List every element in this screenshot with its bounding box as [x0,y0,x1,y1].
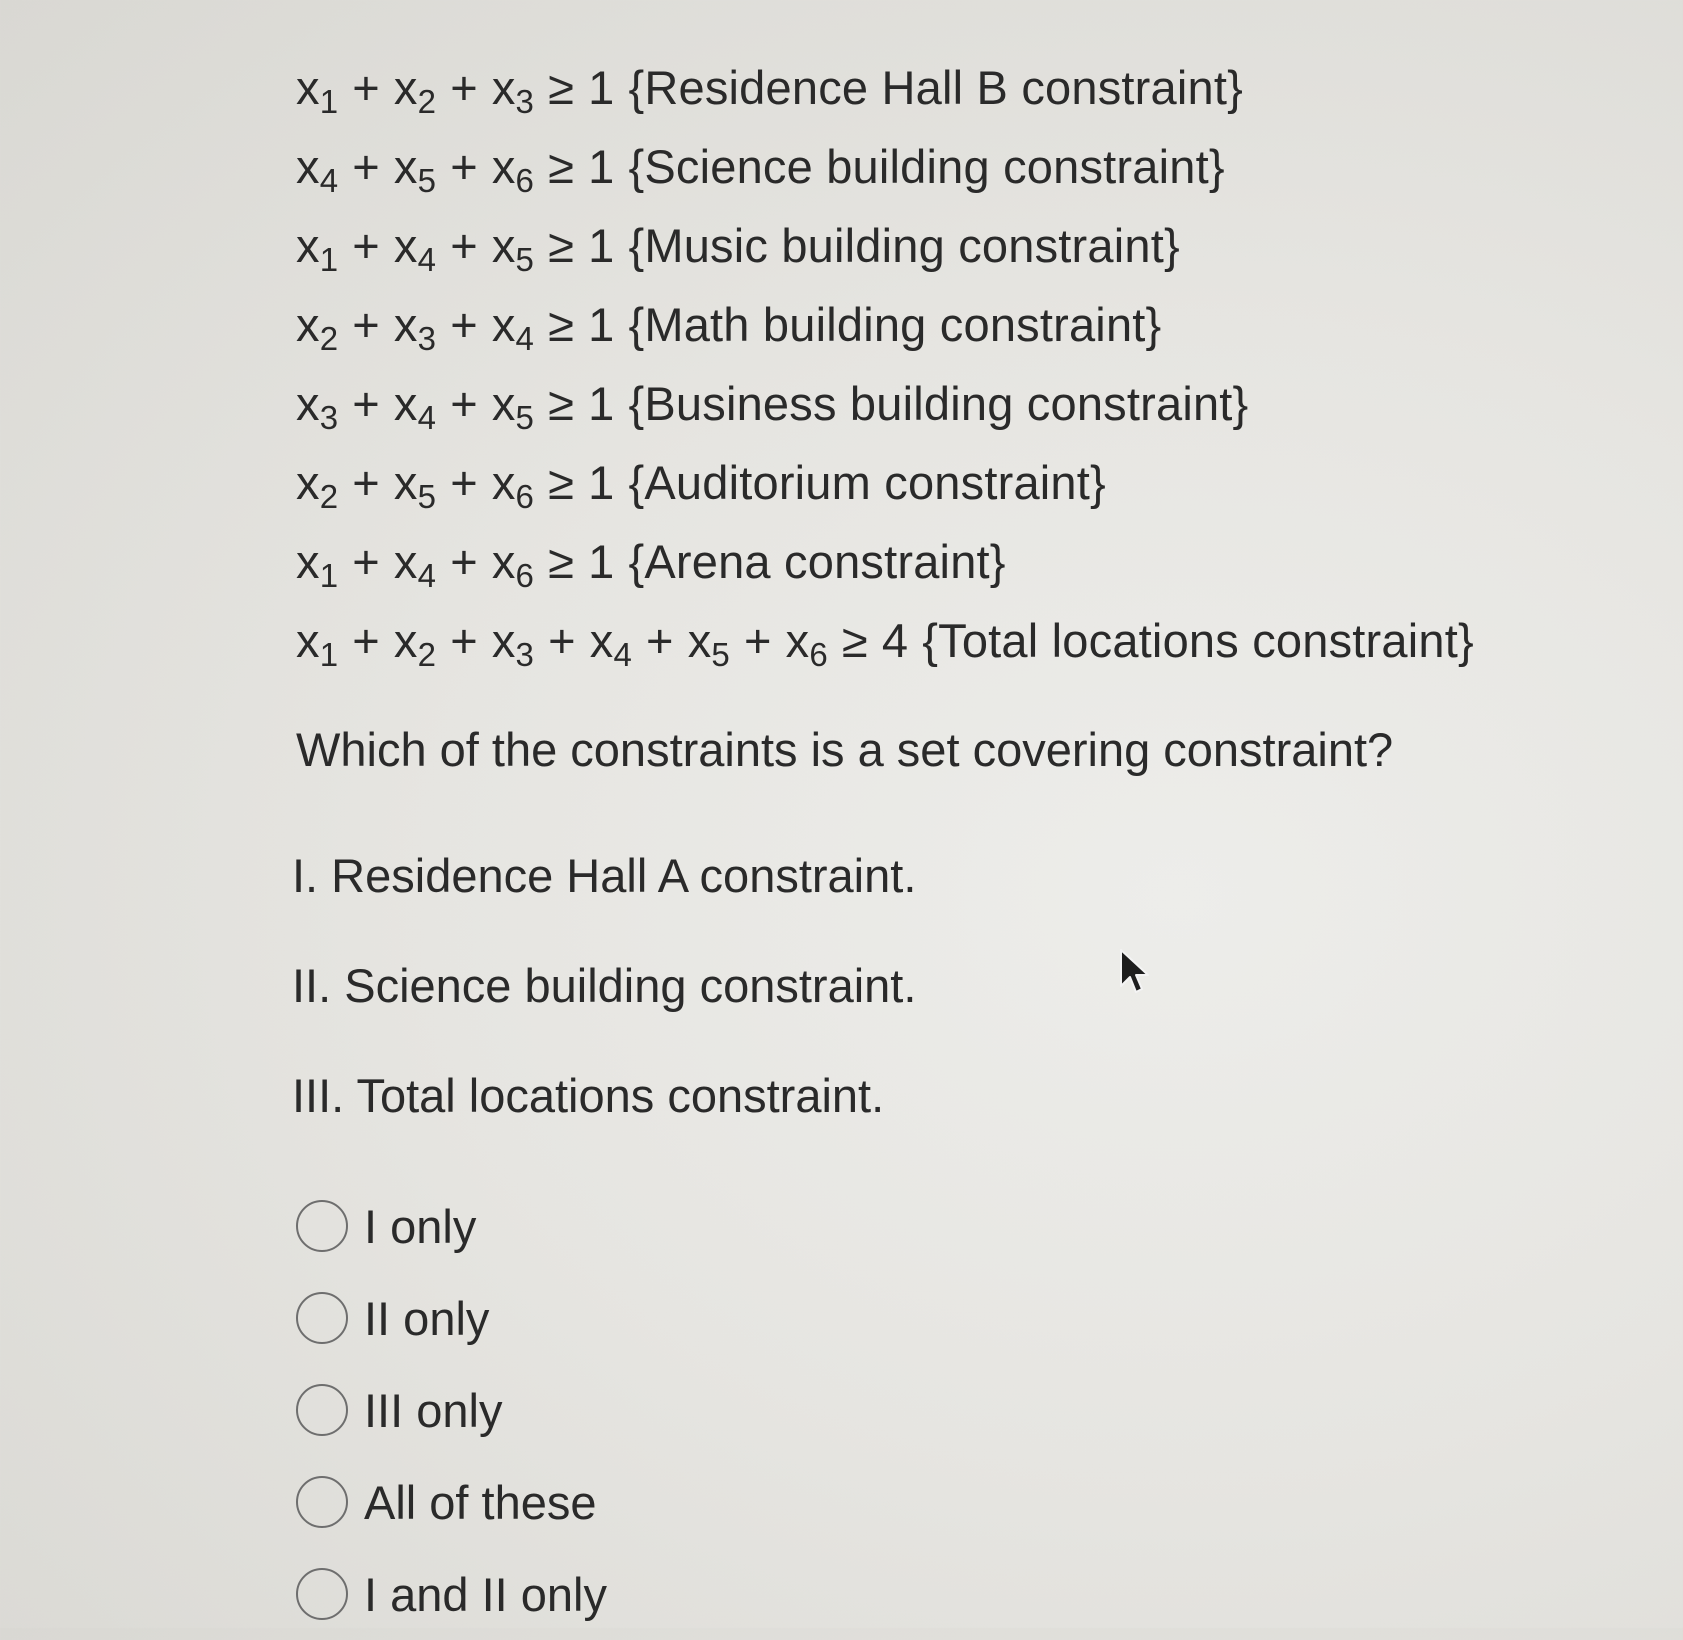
variable-index: 5 [711,636,730,673]
radio-unchecked-icon[interactable] [296,1292,348,1344]
variable-symbol: x [296,140,320,193]
variable [393,219,437,278]
variable-index: 3 [515,636,535,673]
constraint-row [296,601,1596,680]
constraint-rhs: 1 [588,61,615,114]
variable [491,140,535,199]
constraint-rhs: 1 [588,377,615,430]
variable-index: 1 [319,636,339,673]
variable-index: 5 [515,241,535,278]
geq-operator: ≥ [548,298,575,351]
constraint-label: {Total locations constraint} [922,614,1474,667]
constraint-rhs: 4 [881,614,909,667]
variable-index: 6 [515,557,535,594]
constraint-label: {Arena constraint} [628,535,1006,588]
variable-index: 6 [809,636,828,673]
variable [491,61,535,120]
variable-symbol: x [491,377,516,430]
plus-operator: + [352,298,380,351]
variable [296,219,339,278]
geq-operator: ≥ [548,61,575,114]
constraint-label: {Science building constraint} [628,140,1225,193]
plus-operator: + [352,140,380,193]
constraint-row [296,364,1596,443]
variable-index: 6 [515,162,535,199]
variable [296,456,339,515]
variable-symbol: x [296,456,320,509]
variable-symbol: x [785,614,810,667]
variable-symbol: x [491,61,516,114]
geq-operator: ≥ [548,219,575,272]
constraint-row [296,285,1596,364]
variable [393,456,437,515]
plus-operator: + [548,614,576,667]
variable [491,456,535,515]
variable [296,535,339,594]
variable-index: 4 [319,162,339,199]
variable-symbol: x [491,298,516,351]
variable-symbol: x [491,140,516,193]
variable [491,535,535,594]
radio-unchecked-icon[interactable] [296,1476,348,1528]
constraint-rhs: 1 [588,298,615,351]
variable-index: 3 [319,399,339,436]
variable-index: 2 [417,83,437,120]
question-text: Which of the constraints is a set covering constraint? [296,723,1394,776]
variable-symbol: x [296,219,320,272]
option-label: III only [364,1383,503,1437]
variable [296,61,339,120]
answer-option-iii-only[interactable] [296,1364,607,1456]
variable-symbol: x [393,377,418,430]
variable [589,614,633,673]
variable [296,298,339,357]
variable-symbol: x [491,456,516,509]
plus-operator: + [450,140,478,193]
variable-symbol: x [393,456,418,509]
variable-symbol: x [393,535,418,588]
variable [491,219,535,278]
variable-index: 4 [417,399,437,436]
variable-symbol: x [687,614,712,667]
variable-symbol: x [393,219,418,272]
plus-operator: + [352,535,380,588]
plus-operator: + [450,61,478,114]
option-label: All of these [364,1475,597,1529]
plus-operator: + [743,614,772,667]
answer-option-ii-only[interactable] [296,1272,607,1364]
variable-index: 1 [319,241,339,278]
statement-item: III. Total locations constraint. [292,1069,885,1122]
variable-index: 3 [417,320,437,357]
variable [491,614,535,673]
option-label: II only [364,1291,490,1345]
variable [491,377,535,436]
variable [393,140,437,199]
constraint-row [296,443,1596,522]
variable-symbol: x [296,61,320,114]
plus-operator: + [450,298,478,351]
variable-symbol: x [296,377,320,430]
geq-operator: ≥ [548,535,575,588]
variable-index: 2 [319,320,339,357]
radio-unchecked-icon[interactable] [296,1200,348,1252]
plus-operator: + [352,614,380,667]
variable-index: 6 [515,478,535,515]
answer-options [296,1180,607,1640]
variable [296,140,339,199]
constraint-row [296,127,1596,206]
plus-operator: + [352,61,380,114]
statement-item: I. Residence Hall A constraint. [292,849,917,902]
option-label: I and II only [364,1567,607,1621]
variable [785,614,828,673]
constraint-label: {Auditorium constraint} [628,456,1106,509]
variable-symbol: x [296,298,320,351]
variable-index: 4 [613,636,633,673]
variable-index: 4 [515,320,535,357]
variable [296,614,339,673]
constraint-label: {Math building constraint} [628,298,1162,351]
variable-index: 3 [515,83,535,120]
variable-symbol: x [589,614,614,667]
plus-operator: + [450,614,478,667]
variable-symbol: x [393,140,418,193]
variable [393,377,437,436]
variable-symbol: x [296,535,320,588]
geq-operator: ≥ [548,140,575,193]
constraint-label: {Music building constraint} [628,219,1180,272]
variable [393,298,437,357]
variable-symbol: x [296,614,320,667]
variable [491,298,535,357]
statement-item: II. Science building constraint. [292,959,917,1012]
variable [393,61,437,120]
constraint-rhs: 1 [588,535,615,588]
plus-operator: + [450,456,478,509]
variable-index: 5 [417,162,437,199]
variable-symbol: x [491,219,516,272]
plus-operator: + [352,377,380,430]
option-label: I only [364,1199,477,1253]
variable-index: 1 [319,557,339,594]
statement-list [292,840,916,1170]
constraint-label: {Business building constraint} [628,377,1249,430]
radio-unchecked-icon[interactable] [296,1568,348,1620]
variable [393,535,437,594]
variable [296,377,339,436]
constraint-list [296,48,1596,680]
geq-operator: ≥ [548,377,575,430]
constraint-label: {Residence Hall B constraint} [628,61,1243,114]
constraint-rhs: 1 [588,456,615,509]
variable-symbol: x [491,535,516,588]
constraint-rhs: 1 [588,140,615,193]
variable-symbol: x [393,614,418,667]
constraint-row [296,206,1596,285]
variable-index: 4 [417,241,437,278]
variable-index: 5 [417,478,437,515]
variable-index: 2 [319,478,339,515]
plus-operator: + [646,614,674,667]
constraint-row [296,522,1596,601]
plus-operator: + [450,219,478,272]
variable-symbol: x [393,61,418,114]
geq-operator: ≥ [841,614,868,667]
variable-symbol: x [491,614,516,667]
variable-index: 2 [417,636,437,673]
variable [393,614,437,673]
variable [687,614,730,673]
variable-index: 5 [515,399,535,436]
answer-option-i-and-ii-only[interactable] [296,1548,607,1640]
plus-operator: + [450,535,478,588]
plus-operator: + [450,377,478,430]
answer-option-i-only[interactable] [296,1180,607,1272]
variable-symbol: x [393,298,418,351]
plus-operator: + [352,456,380,509]
constraint-row [296,48,1596,127]
answer-option-all-of-these[interactable] [296,1456,607,1548]
variable-index: 4 [417,557,437,594]
mouse-pointer-icon [1118,948,1152,996]
radio-unchecked-icon[interactable] [296,1384,348,1436]
geq-operator: ≥ [548,456,575,509]
plus-operator: + [352,219,380,272]
variable-index: 1 [319,83,339,120]
constraint-rhs: 1 [588,219,615,272]
